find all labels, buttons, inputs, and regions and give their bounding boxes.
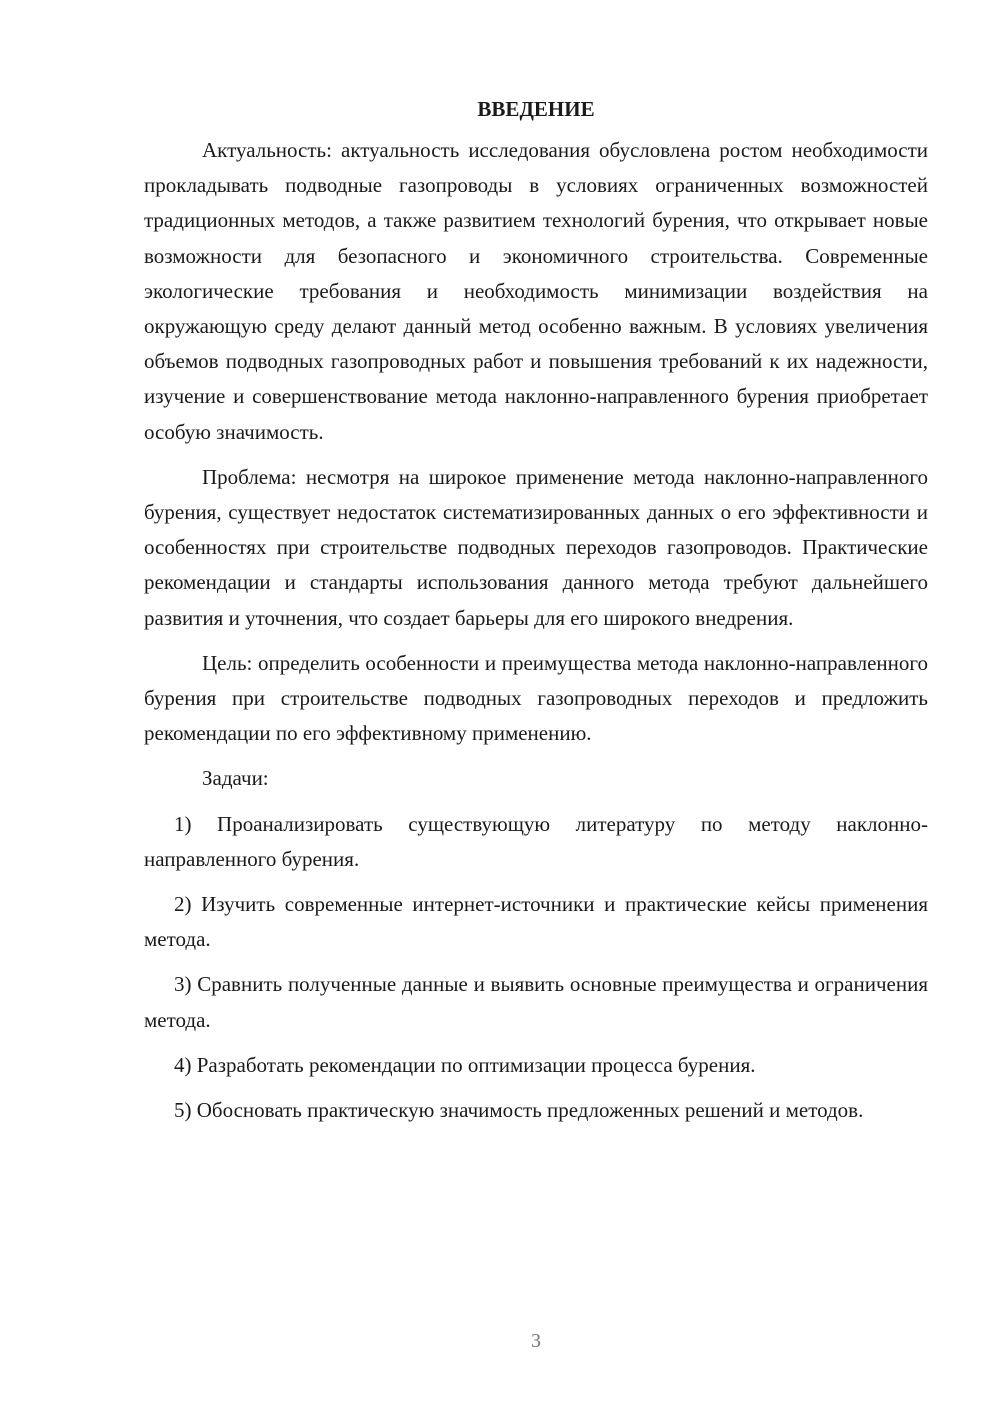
paragraph-goal: Цель: определить особенности и преимущества метода наклонно-направленного бурения при строительстве подводных газопроводных переходов и предложить рекомендации по его эффективному применению. [144,650,928,746]
paragraph-problem: Проблема: несмотря на широкое применение метода наклонно-направленного бурения, существует недостаток систематизированных данных о его эффективности и особенностях при строительстве подводных переходов газопроводов. Практические рекомендации и стандарты использования данного метода требуют дальнейшего развития и уточнения, что создает барьеры для его широкого внедрения. [144,464,928,630]
tasks-label: Задачи: [202,766,269,791]
task-item-4: 4) Разработать рекомендации по оптимизации процесса бурения. [174,1052,756,1077]
task-item-3: 3) Сравнить полученные данные и выявить основные преимущества и ограничения метода. [144,972,928,1032]
paragraph-relevance: Актуальность: актуальность исследования обусловлена ростом необходимости прокладывать подводные газопроводы в условиях ограниченных возможностей традиционных методов, а также развитием технологий бурения, что открывает новые возможности для безопасного и экономичного строительства. Современные экологические требования и необходимость минимизации воздействия на окружающую среду делают данный метод особенно важным. В условиях увеличения объемов подводных газопроводных работ и повышения требований к их надежности, изучение и совершенствование метода наклонно-направленного бурения приобретает особую значимость. [144,138,928,444]
page-number: 3 [531,1330,541,1352]
document-page [144,92,928,1138]
task-item-5: 5) Обосновать практическую значимость предложенных решений и методов. [174,1098,864,1123]
task-item-2: 2) Изучить современные интернет-источники и практические кейсы применения метода. [144,892,928,952]
section-heading: ВВЕДЕНИЕ [477,97,595,121]
task-item-1: 1) Проанализировать существующую литературу по методу наклонно-направленного бурения. [144,811,928,871]
